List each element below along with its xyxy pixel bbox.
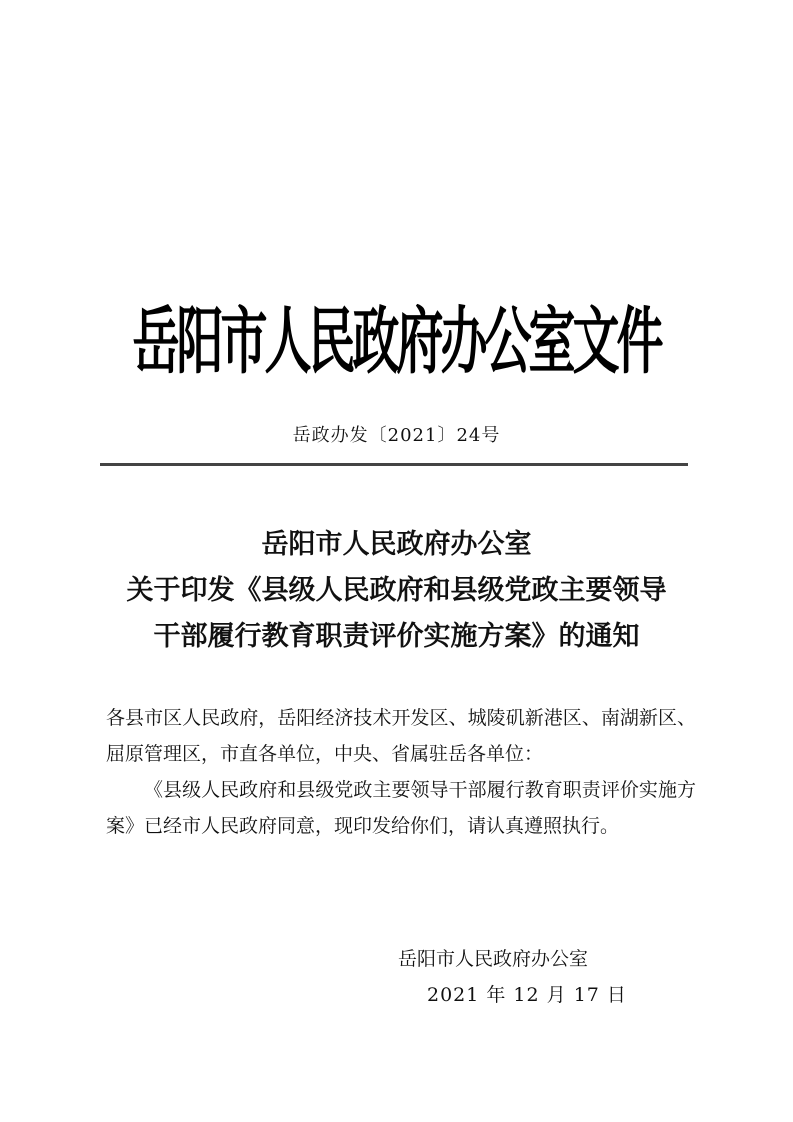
issuing-office-signature: 岳阳市人民政府办公室 bbox=[398, 948, 589, 970]
red-header-rule bbox=[100, 463, 688, 466]
notice-title-line-2: 关于印发《县级人民政府和县级党政主要领导 bbox=[126, 575, 667, 606]
main-paragraph: 《县级人民政府和县级党政主要领导干部履行教育职责评价实施方案》已经市人民政府同意，现印发给你们，请认真遵照执行。 bbox=[106, 779, 696, 837]
masthead-title: 岳阳市人民政府办公室文件 bbox=[132, 299, 661, 386]
notice-title bbox=[0, 522, 793, 660]
notice-title-line-1: 岳阳市人民政府办公室 bbox=[261, 529, 532, 560]
salutation-paragraph: 各县市区人民政府，岳阳经济技术开发区、城陵矶新港区、南湖新区、屈原管理区，市直各单位，中央、省属驻岳各单位： bbox=[106, 707, 696, 765]
notice-title-line-3: 干部履行教育职责评价实施方案》的通知 bbox=[153, 621, 640, 652]
notice-body bbox=[106, 700, 696, 844]
document-number: 岳政办发〔2021〕24号 bbox=[292, 425, 501, 446]
issue-date: 2021 年 12 月 17 日 bbox=[427, 984, 627, 1006]
